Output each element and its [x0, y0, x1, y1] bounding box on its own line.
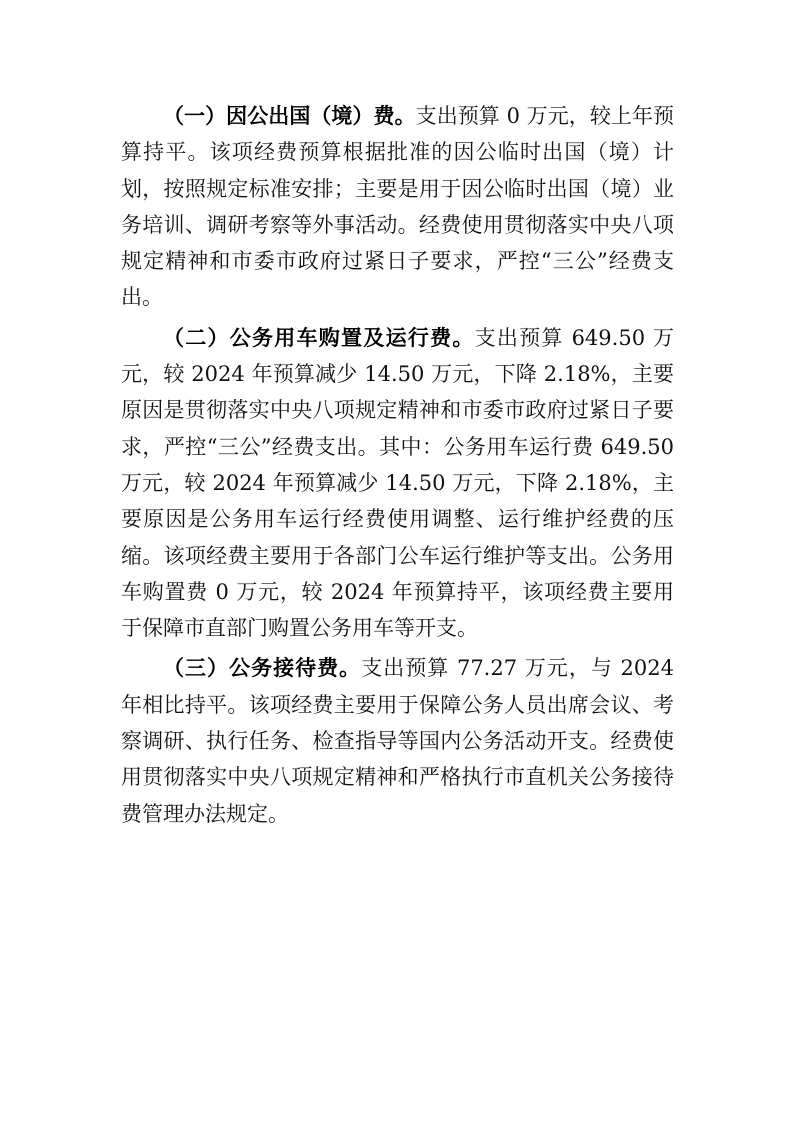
paragraph-official-vehicles [121, 320, 674, 647]
paragraph-official-reception [121, 650, 674, 831]
body-official-reception: 支出预算 77.27 万元，与 2024 年相比持平。该项经费主要用于保障公务人员出席会议、考察调研、执行任务、检查指导等国内公务活动开支。经费使用贯彻落实中央八项规定精神和严格执行市直机关公务接待费管理办法规定。 [121, 656, 674, 826]
body-official-vehicles: 支出预算 649.50 万元，较 2024 年预算减少 14.50 万元，下降 2.18%，主要原因是贯彻落实中央八项规定精神和市委市政府过紧日子要求，严控“三公”经费支出。其中：公务用车运行费 649.50 万元，较 2024 年预算减少 14.50 万元，下降 2.18%，主要原因是公务用车运行经费使用调整、运行维护经费的压缩。该项经费主要用于各部门公车运行维护等支出。公务用车购置费 0 万元，较 2024 年预算持平，该项经费主要用于保障市直部门购置公务用车等开支。 [121, 325, 674, 641]
document-body [121, 98, 674, 832]
heading-official-vehicles: （二）公务用车购置及运行费。 [163, 325, 475, 350]
heading-overseas-travel: （一）因公出国（境）费。 [163, 104, 416, 128]
paragraph-overseas-travel [121, 98, 674, 316]
body-overseas-travel: 支出预算 0 万元，较上年预算持平。该项经费预算根据批准的因公临时出国（境）计划，按照规定标准安排；主要是用于因公临时出国（境）业务培训、调研考察等外事活动。经费使用贯彻落实中央八项规定精神和市委市政府过紧日子要求，严控“三公”经费支出。 [121, 104, 674, 310]
heading-official-reception: （三）公务接待费。 [163, 656, 362, 681]
